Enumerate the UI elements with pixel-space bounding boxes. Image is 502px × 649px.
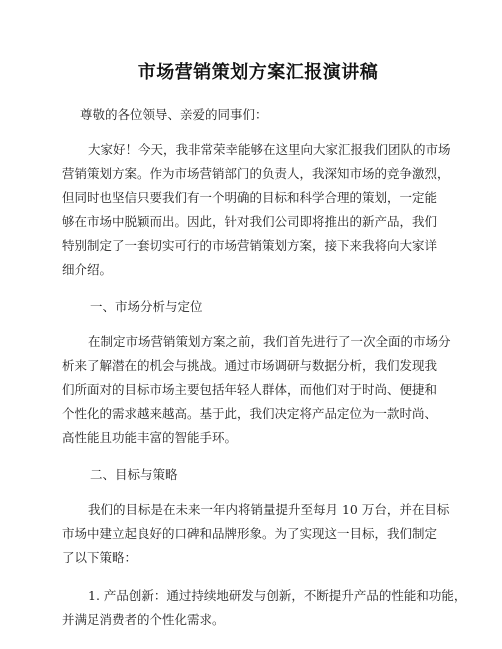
strategy-item-line: 1. 产品创新：通过持续地研发与创新，不断提升产品的性能和功能， xyxy=(88,588,467,603)
intro-paragraph xyxy=(62,138,454,282)
intro-line: 大家好！今天，我非常荣幸能够在这里向大家汇报我们团队的市场 xyxy=(88,142,451,157)
strategy-item-line: 并满足消费者的个性化需求。 xyxy=(62,612,225,627)
document-title: 市场营销策划方案汇报演讲稿 xyxy=(137,62,379,83)
market-analysis-paragraph xyxy=(62,330,454,450)
market-analysis-line: 在制定市场营销策划方案之前，我们首先进行了一次全面的市场分 xyxy=(88,334,451,349)
market-analysis-line: 析来了解潜在的机会与挑战。通过市场调研与数据分析，我们发现我 xyxy=(62,358,438,373)
goals-strategy-paragraph xyxy=(62,498,454,570)
market-analysis-line: 个性化的需求越来越高。基于此，我们决定将产品定位为一款时尚、 xyxy=(62,406,438,421)
goals-strategy-line: 了以下策略： xyxy=(62,550,138,565)
market-analysis-line: 们所面对的目标市场主要包括年轻人群体，而他们对于时尚、便捷和 xyxy=(62,382,438,397)
intro-line: 营销策划方案。作为市场营销部门的负责人，我深知市场的竞争激烈， xyxy=(62,166,450,181)
goals-strategy-line: 我们的目标是在未来一年内将销量提升至每月 10 万台，并在目标 xyxy=(88,502,450,517)
intro-line: 够在市场中脱颖而出。因此，针对我们公司即将推出的新产品，我们 xyxy=(62,214,438,229)
intro-line: 但同时也坚信只要我们有一个明确的目标和科学合理的策划，一定能 xyxy=(62,190,438,205)
market-analysis-line: 高性能且功能丰富的智能手环。 xyxy=(62,430,238,445)
goals-strategy-line: 市场中建立起良好的口碑和品牌形象。为了实现这一目标，我们制定 xyxy=(62,526,438,541)
salutation: 尊敬的各位领导、亲爱的同事们： xyxy=(80,107,268,122)
intro-line: 特别制定了一套切实可行的市场营销策划方案，接下来我将向大家详 xyxy=(62,238,438,253)
intro-line: 细介绍。 xyxy=(62,262,113,277)
section-heading-goals-strategy: 二、目标与策略 xyxy=(90,467,178,482)
strategy-item-product-innovation xyxy=(62,584,467,632)
section-heading-market-analysis: 一、市场分析与定位 xyxy=(90,299,203,314)
